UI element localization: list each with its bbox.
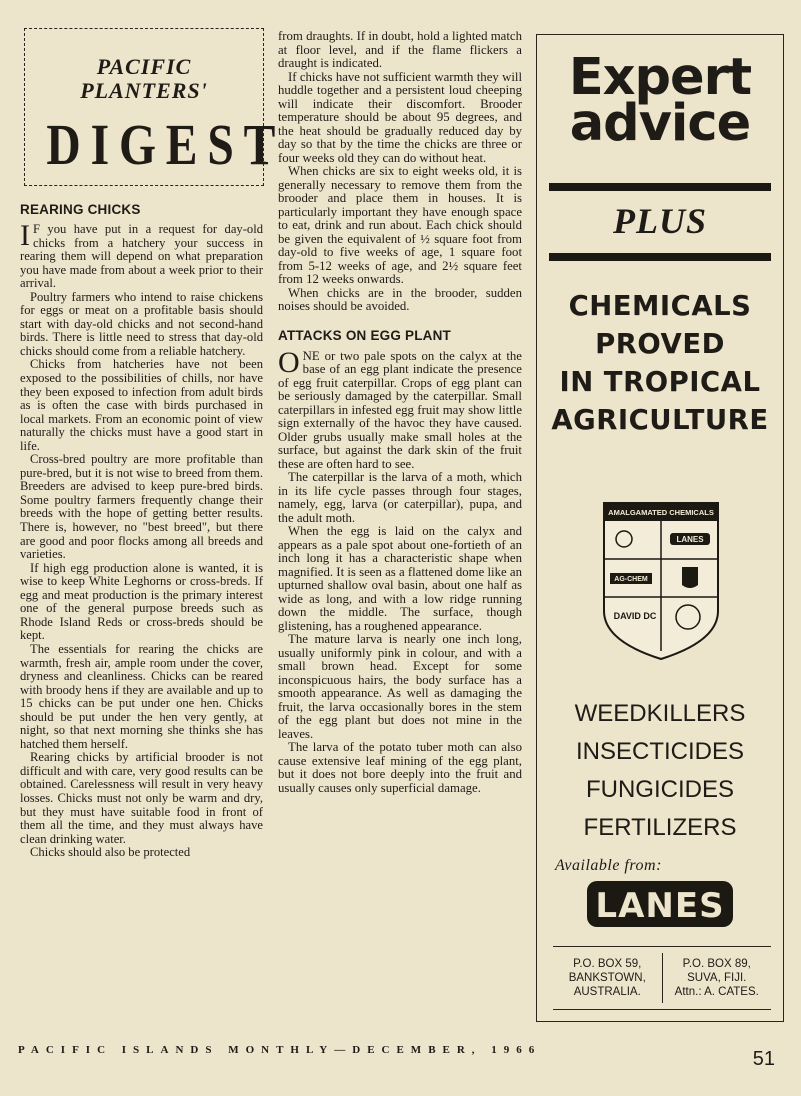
address-line: P.O. BOX 89,	[682, 958, 751, 970]
paragraph: If high egg production alone is wanted, it is wise to keep White Leghorns or cross-breds. If egg and meat production is the primary interest one of the general purpose breeds such as Rhode Island Reds or cross-breds should be kept.	[20, 560, 263, 643]
paragraph: Chicks from hatcheries have not been exposed to the possibilities of chills, nor have they been exposed to infection from adult birds as is often the case with birds purchased in local markets. From an economic point of view naturally the chicks must have a good start in life.	[20, 357, 263, 453]
ad-chemicals-line-2: PROVED	[595, 328, 725, 360]
ad-chemicals-line-4: AGRICULTURE	[551, 404, 769, 436]
article-body-egg-plant	[278, 345, 522, 796]
shield-brand-lanes: LANES	[676, 535, 704, 544]
advertisement	[536, 34, 784, 1022]
paragraph	[20, 219, 263, 291]
paragraph: Cross-bred poultry are more profitable than pure-bred, but it is not wise to breed from them. Breeders are advised to keep pure-bred birds. Some poultry farmers frequently change their breeds with the hope of getting better results. There is, however, no "best breed", but there are good and poor flocks among all breeds and varieties.	[20, 452, 263, 562]
paragraph-text: NE or two pale spots on the calyx at the base of an egg plant indicate the presence of egg fruit caterpillar. Crops of egg plant can be seriously damaged by the caterpillar. Small caterpillars in infested egg fruit may show little sign externally of the havoc they have caused. Older grubs usually make small holes at the surface, but against the dark skin of the fruit these are often hard to see.	[278, 348, 522, 471]
ad-rule-bottom	[549, 253, 771, 261]
page-number: 51	[752, 1048, 775, 1070]
available-from: Available from:	[555, 857, 662, 874]
masthead-line-2: PLANTERS'	[80, 78, 208, 103]
paragraph: When chicks are in the brooder, sudden noises should be avoided.	[278, 285, 522, 313]
shield-brand-agchem: AG-CHEM	[614, 576, 648, 583]
article-heading-rearing-chicks: REARING CHICKS	[20, 202, 141, 217]
ad-chemicals-line-3: IN TROPICAL	[559, 366, 761, 398]
paragraph-text: F you have put in a request for day-old chicks from a hatchery your success in rearing them will depend on what preparation you have made from about a week prior to their arrival.	[20, 222, 263, 291]
masthead-line-1: PACIFIC	[96, 54, 192, 79]
lanes-logo-text: LANES	[595, 886, 725, 926]
address-fiji	[663, 947, 772, 1009]
address-block	[553, 946, 771, 1010]
article-body-rearing-chicks	[20, 219, 263, 860]
product-fertilizers: FERTILIZERS	[583, 814, 737, 841]
paragraph: When chicks are six to eight weeks old, it is generally necessary to remove them from the brooder and place them in houses. It is particularly important they have enough space to eat, drink and run about. Each chick should be given the equivalent of ½ square foot from day-old to five weeks of age, 1 square foot from 5-12 weeks of age, and 2½ square feet from 12 weeks onwards.	[278, 164, 522, 286]
article-body-continued	[278, 30, 522, 314]
middle-column	[278, 30, 522, 795]
paragraph: The caterpillar is the larva of a moth, which in its life cycle passes through four stages, namely, egg, larva (or caterpillar), pupa, and the adult moth.	[278, 470, 522, 525]
paragraph: Rearing chicks by artificial brooder is not difficult and with care, very good results can be obtained. Carelessness will result in very heavy losses. Chicks must not only be warm and dry, but they must have suitable food in front of them all the time, and they must always have clean drinking water.	[20, 750, 263, 846]
paragraph: The mature larva is nearly one inch long, usually uniformly pink in colour, and with a small brown head. Except for some inconspicuous hairs, the body surface has a smooth appearance. As well as damaging the fruit, the larva occasionally bores in the stem of the egg plant but does not mine in the leaves.	[278, 632, 522, 741]
paragraph: The essentials for rearing the chicks are warmth, fresh air, ample room under the cover, dryness and cleanliness. Chicks can be reared with broody hens if they are available and up to 15 chicks can be put under one hen. Chicks should be put under the hen very gently, at night, so that next morning she thinks she has hatched them herself.	[20, 641, 263, 751]
drop-cap: O	[278, 345, 300, 379]
paragraph: Poultry farmers who intend to raise chickens for eggs or meat on a profitable basis should start with day-old chicks and not second-hand birds. There is little need to stress that day-old chicks should come from a reliable hatchery.	[20, 289, 263, 358]
ad-plus: PLUS	[613, 201, 707, 241]
address-line: AUSTRALIA.	[573, 986, 641, 998]
product-list	[537, 695, 783, 936]
paragraph	[278, 345, 522, 472]
address-australia	[553, 947, 662, 1009]
amalgamated-chemicals-shield-logo	[602, 501, 720, 661]
running-footer: PACIFIC ISLANDS MONTHLY—DECEMBER, 1966	[18, 1044, 542, 1056]
lanes-logo	[585, 875, 735, 931]
address-line: SUVA, FIJI.	[687, 972, 747, 984]
digest-masthead	[24, 28, 286, 186]
ad-rule-top	[549, 183, 771, 191]
paragraph: from draughts. If in doubt, hold a lighted match at floor level, and if the flame flickers a draught is indicated.	[278, 29, 522, 70]
address-line: Attn.: A. CATES.	[674, 986, 759, 998]
product-fungicides: FUNGICIDES	[585, 776, 734, 803]
left-column	[20, 28, 286, 860]
paragraph: The larva of the potato tuber moth can also cause extensive leaf mining of the egg plant, but it does not bore deeply into the fruit and usually causes only superficial damage.	[278, 740, 522, 795]
drop-cap: I	[20, 219, 30, 252]
ad-chemicals-line-1: CHEMICALS	[568, 290, 752, 322]
ad-headline-advice: advice	[569, 94, 751, 153]
article-heading-egg-plant: ATTACKS ON EGG PLANT	[278, 327, 451, 343]
address-line: P.O. BOX 59,	[573, 958, 642, 970]
address-line: BANKSTOWN,	[568, 972, 646, 984]
paragraph: When the egg is laid on the calyx and appears as a pale spot about one-fortieth of an inch long it has a characteristic shape when magnified. It is seen as a flattened dome like an upturned shallow oval basin, about one half as wide as long, and with a low ridge running down the middle. The surface, though glistening, has a roughened appearance.	[278, 524, 522, 633]
shield-brand-david: DAVID DC	[613, 611, 657, 621]
ad-headline-expert: Expert	[568, 48, 752, 107]
paragraph: If chicks have not sufficient warmth they will huddle together and a persistent loud cheeping will indicate their discomfort. Brooder temperature should be about 95 degrees, and the heat should be gradually reduced day by day so that by the time the chicks are three or four weeks old they can do without heat.	[278, 69, 522, 165]
paragraph: Chicks should also be protected	[30, 845, 191, 860]
product-insecticides: INSECTICIDES	[575, 738, 745, 765]
masthead-title: DIGEST	[46, 112, 286, 177]
product-weedkillers: WEEDKILLERS	[574, 700, 746, 727]
shield-title: AMALGAMATED CHEMICALS	[608, 508, 714, 517]
